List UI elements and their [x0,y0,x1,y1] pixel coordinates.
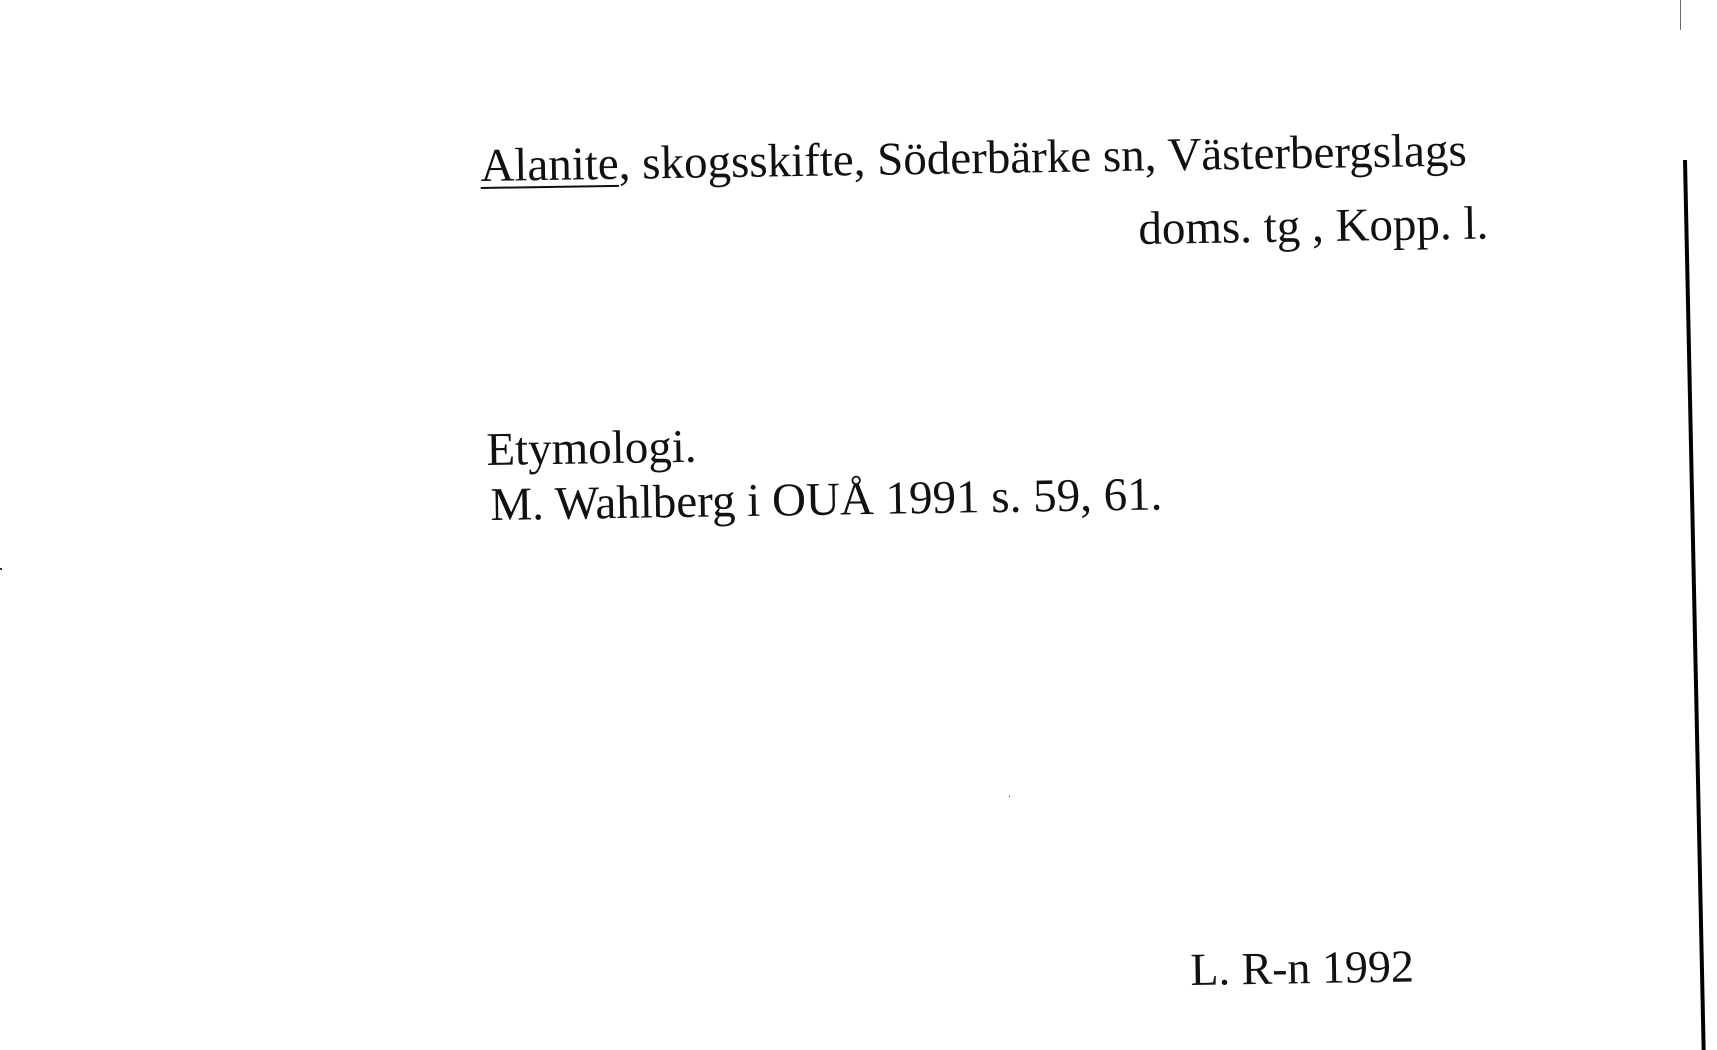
author-signature: L. R-n 1992 [1189,940,1415,995]
entry-heading-line [479,124,1468,192]
headword: Alanite [479,137,620,192]
literature-reference: M. Wahlberg i OUÅ 1991 s. 59, 61. [489,468,1163,531]
entry-location: , skogsskifte, Söderbärke sn, Västerbergslags [618,124,1468,190]
card-right-edge [1683,160,1706,1050]
card-edge-mark [1680,0,1681,30]
section-label: Etymologi. [485,420,697,476]
scan-speck [0,568,2,570]
scan-speck [1009,796,1010,797]
entry-heading-continuation: doms. tg , Kopp. l. [1137,197,1489,255]
